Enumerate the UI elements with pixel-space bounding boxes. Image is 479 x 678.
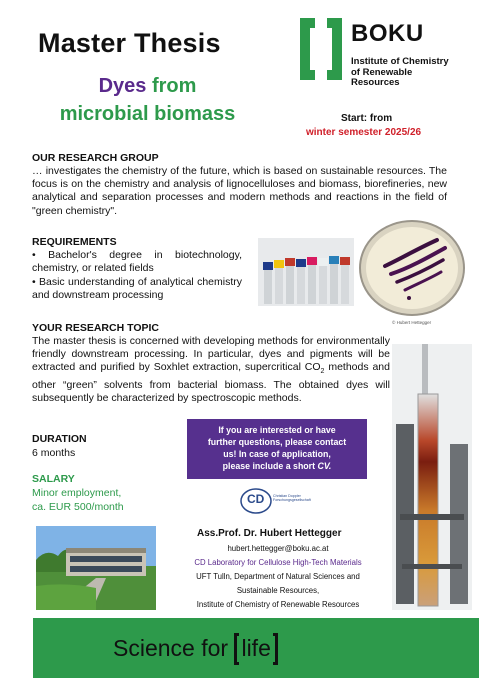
start-semester: winter semester 2025/26: [306, 127, 422, 138]
requirements-item: • Bachelor's degree in biotechnology, chemistry, or related fields: [32, 249, 242, 275]
footer-slogan: [113, 635, 278, 662]
right-bracket-icon: [273, 633, 278, 665]
contact-lab: CD Laboratory for Cellulose High-Tech Materials: [194, 558, 362, 567]
cd-letters: CD: [247, 492, 265, 506]
callout-cv: CV.: [317, 461, 332, 471]
photo-credit: © Hubert Hettegger: [392, 320, 432, 325]
contact-department: UFT Tulln, Department of Natural Sciences and: [196, 572, 360, 581]
salary-line: ca. EUR 500/month: [32, 501, 124, 513]
boku-logo-icon: [298, 16, 344, 82]
requirements-item: • Basic understanding of analytical chemistry and downstream processing: [32, 276, 242, 302]
institute-name: [351, 57, 449, 89]
research-topic-heading: YOUR RESEARCH TOPIC: [32, 322, 159, 334]
contact-institute: Institute of Chemistry of Renewable Resources: [196, 600, 360, 609]
contact-name: Ass.Prof. Dr. Hubert Hettegger: [197, 528, 342, 539]
research-topic-text: [32, 335, 390, 405]
extraction-column-photo: [392, 344, 472, 610]
institute-line: Institute of Chemistry: [351, 56, 449, 67]
cd-lab-logo: [238, 486, 313, 520]
research-group-heading: OUR RESEARCH GROUP: [32, 152, 159, 164]
subtitle-biomass: microbial biomass: [59, 103, 236, 125]
campus-building-photo: [36, 526, 156, 610]
co2-subscript: 2: [320, 368, 325, 376]
callout-line: us! In case of application,: [223, 449, 331, 459]
duration-heading: DURATION: [32, 433, 87, 445]
slogan-word: life: [241, 635, 271, 661]
page-title: Master Thesis: [38, 28, 221, 58]
cd-caption: Christian Doppler Forschungsgesellschaft: [273, 494, 311, 503]
callout-line: further questions, please contact: [207, 437, 347, 447]
contact-email[interactable]: hubert.hettegger@boku.ac.at: [227, 544, 329, 553]
research-group-text: … investigates the chemistry of the future, which is based on sustainable resources. The focus is on the chemistry and analysis of lignocelluloses and biomass, biorefineries, new analytical and separation processes and modern methods and reactions in the field of "green chemistry".: [32, 165, 447, 217]
duration-value: 6 months: [32, 447, 76, 459]
salary-heading: SALARY: [32, 473, 75, 485]
institute-line: of Renewable: [351, 66, 413, 78]
left-bracket-icon: [234, 633, 239, 665]
slogan-prefix: Science for: [113, 635, 235, 661]
subtitle-from: from: [151, 75, 197, 97]
callout-line: [187, 460, 367, 472]
contact-department: Sustainable Resources,: [236, 586, 320, 595]
callout-line: If you are interested or have: [218, 425, 336, 435]
subtitle-dyes: Dyes: [98, 75, 147, 97]
start-label: Start: from: [341, 113, 393, 124]
salary-line: Minor employment,: [32, 487, 122, 499]
slogan-word-wrap: [234, 635, 277, 662]
petri-dish-photo: [357, 218, 467, 318]
requirements-heading: REQUIREMENTS: [32, 236, 117, 248]
sample-tubes-photo: [258, 238, 354, 306]
topic-text-part: The master thesis is concerned with developing methods for environmentally friendly downstream processing. In particular, dyes and pigments will be extracted and purified by Soxhlet extraction, supercritical CO: [32, 335, 390, 374]
institute-line: Resources: [351, 77, 400, 88]
callout-text: please include a short: [222, 461, 316, 471]
thesis-subtitle: [40, 72, 255, 128]
topic-text-part: methods and other “green” solvents from bacterial biomass. The obtained dyes will subsequently be characterized by spectroscopic methods.: [32, 361, 390, 404]
boku-wordmark: BOKU: [351, 20, 424, 47]
contact-callout: [187, 419, 367, 479]
